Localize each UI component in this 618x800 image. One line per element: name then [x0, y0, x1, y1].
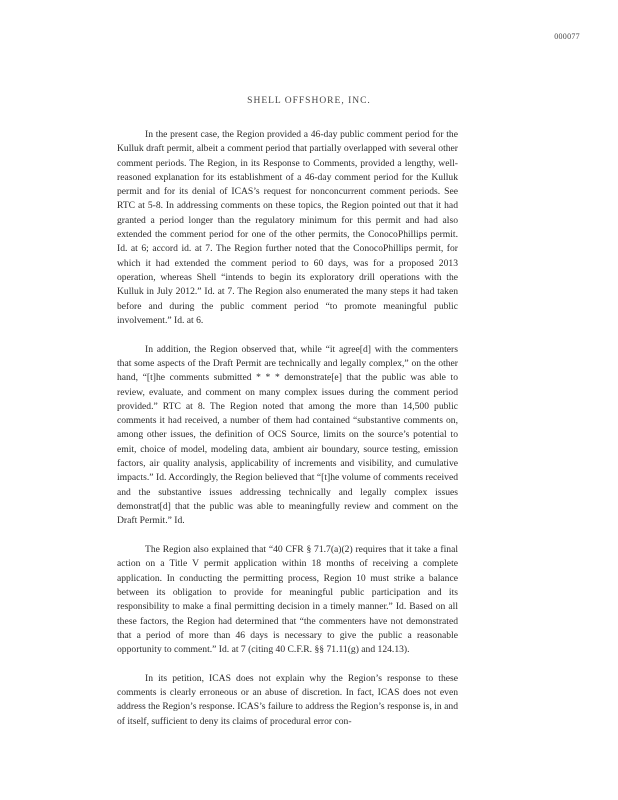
paragraph: In its petition, ICAS does not explain why the Region’s response to these comments is clearly erroneous or an abuse of discretion. In fact, ICAS does not even address the Region’s response. ICAS’s failure to address the Region’s response is, in and of itself, sufficient to deny its claims of procedural error con-	[117, 672, 458, 727]
document-body	[117, 128, 458, 744]
page-number: 000077	[554, 32, 580, 41]
paragraph: The Region also explained that “40 CFR § 71.7(a)(2) requires that it take a final action on a Title V permit application within 18 months of receiving a complete application. In conducting the permitting process, Region 10 must strike a balance between its obligation to provide for meaningful public participation and its responsibility to make a final permitting decision in a timely manner.” Id. Based on all these factors, the Region had determined that “the commenters have not demonstrated that a period of more than 46 days is necessary to give the public a reasonable opportunity to comment.” Id. at 7 (citing 40 C.F.R. §§ 71.11(g) and 124.13).	[117, 544, 458, 656]
paragraph: In the present case, the Region provided a 46-day public comment period for the Kulluk draft permit, albeit a comment period that partially overlapped with several other comment periods. The Region, in its Response to Comments, provided a lengthy, well-reasoned explanation for its establishment of a 46-day comment period for the Kulluk permit and for its denial of ICAS’s request for nonconcurrent comment periods. See RTC at 5-8. In addressing comments on these topics, the Region pointed out that it had granted a period longer than the regulatory minimum for this permit and had also extended the comment period for one of the other permits, the ConocoPhillips permit. Id. at 6; accord id. at 7. The Region further noted that the ConocoPhillips permit, for which it had extended the comment period to 60 days, was for a proposed 2013 operation, whereas Shell “intends to begin its exploratory drill operations with the Kulluk in July 2012.” Id. at 7. The Region also enumerated the many steps it had taken before and during the public comment period “to promote meaningful public involvement.” Id. at 6.	[117, 129, 458, 326]
running-head: SHELL OFFSHORE, INC.	[247, 96, 371, 106]
paragraph: In addition, the Region observed that, while “it agree[d] with the commenters that some aspects of the Draft Permit are technically and legally complex,” on the other hand, “[t]he comments submitted * * * demonstrate[e] that the public was able to review, evaluate, and comment on many complex issues during the comment period provided.” RTC at 8. The Region noted that among the more than 14,500 public comments it had received, a number of them had contained “substantive comments on, among other issues, the definition of OCS Source, limits on the source’s potential to emit, choice of model, modeling data, ambient air boundary, source testing, emission factors, air quality analysis, applicability of increments and visibility, and cumulative impacts.” Id. Accordingly, the Region believed that “[t]he volume of comments received and the substantive issues addressing technically and legally complex issues demonstrat[d] that the public was able to meaningfully review and comment on the Draft Permit.” Id.	[117, 343, 458, 527]
